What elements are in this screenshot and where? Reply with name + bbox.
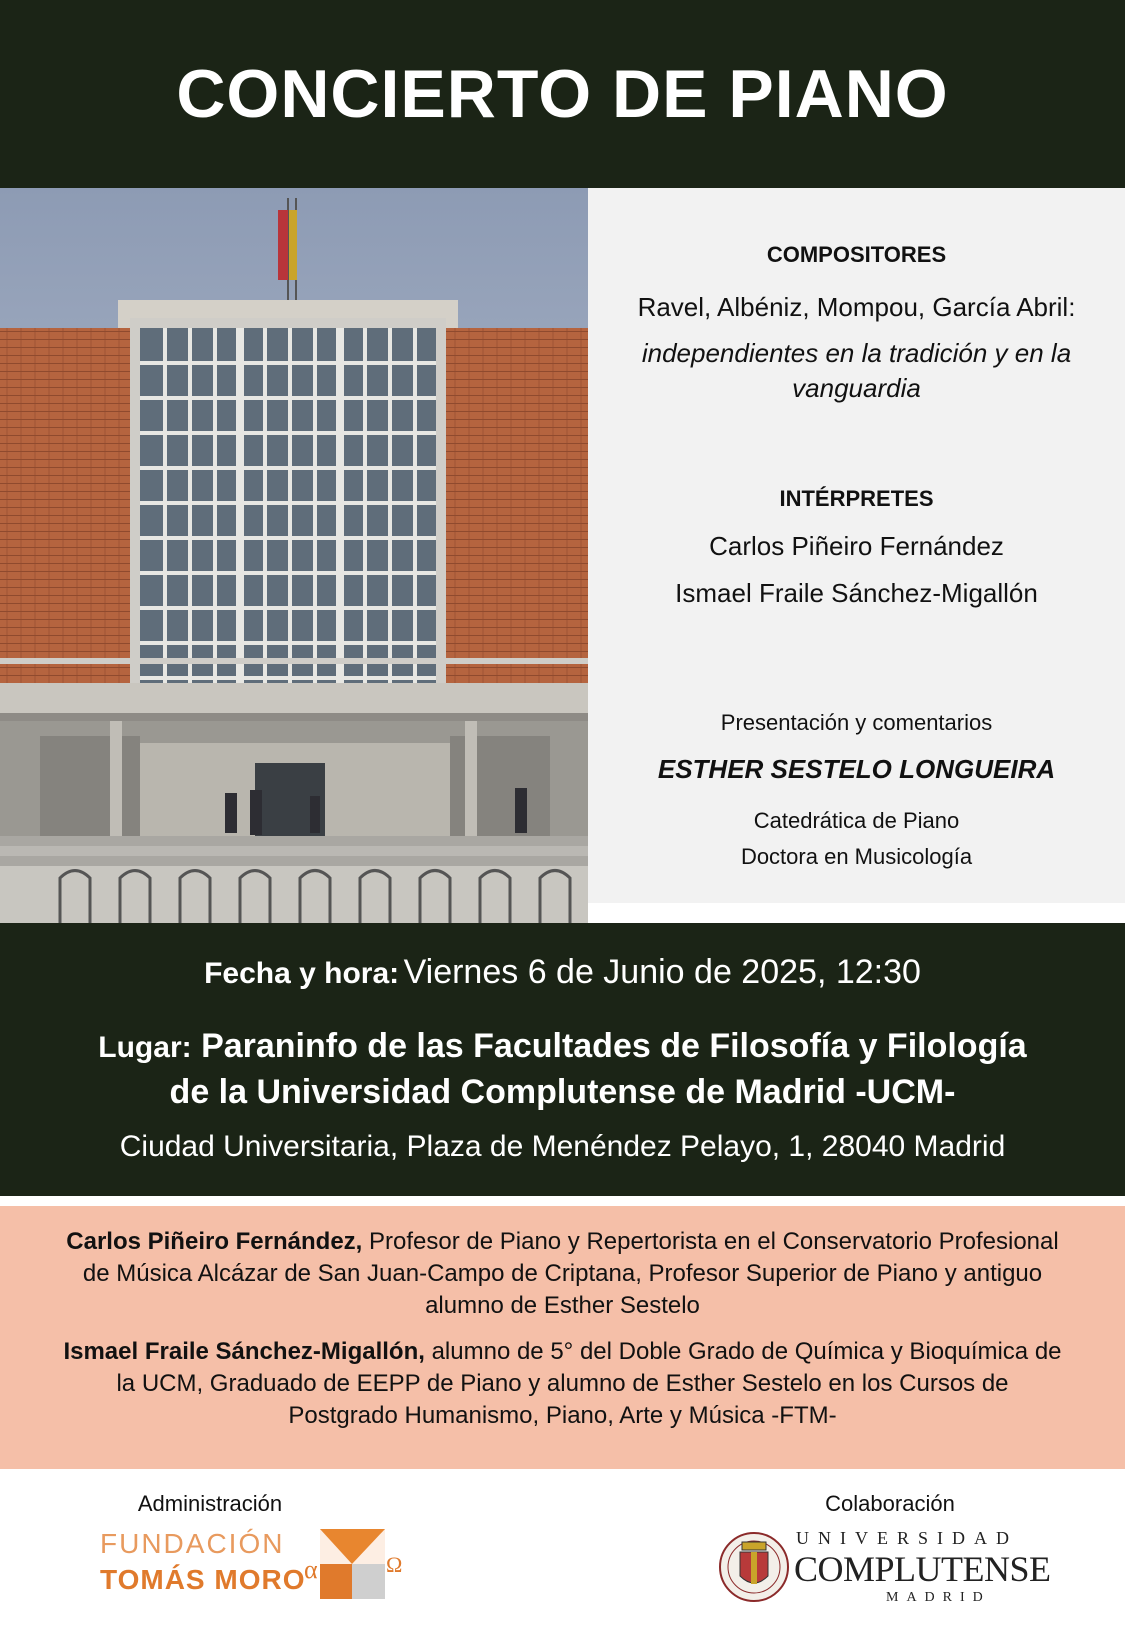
place-line-2: de la Universidad Complutense de Madrid -UCM- <box>169 1073 956 1111</box>
bio-ismael <box>60 1336 1065 1432</box>
ucm-crest-icon <box>718 1524 790 1610</box>
presenter-label: Presentación y comentarios <box>720 710 993 735</box>
place-line-1: Paraninfo de las Facultades de Filosofía y Filología <box>201 1027 1027 1065</box>
date-row <box>0 953 1125 992</box>
bio-ismael-name: Ismael Fraile Sánchez-Migallón, <box>63 1338 425 1365</box>
ucm-logo-line3: MADRID <box>886 1590 991 1605</box>
bio-carlos-text: Profesor de Piano y Repertorista en el Conservatorio Profesional de Música Alcázar de San Juan-Campo de Criptana, Profesor Superior de Piano y antiguo alumno de Esther Sestelo <box>82 1228 1059 1319</box>
presenter-name: ESTHER SESTELO LONGUEIRA <box>657 754 1056 784</box>
date-label: Fecha y hora: <box>204 957 400 990</box>
composers-list: Ravel, Albéniz, Mompou, García Abril: <box>637 292 1076 322</box>
bio-ismael-text: alumno de 5° del Doble Grado de Química y Bioquímica de la UCM, Graduado de EEPP de Piano y alumno de Esther Sestelo en los Cursos de Postgrado Humanismo, Piano, Arte y Música -FTM- <box>116 1338 1062 1429</box>
bio-carlos <box>60 1226 1065 1322</box>
ftm-emblem-icon <box>290 1524 403 1604</box>
date-value: Viernes 6 de Junio de 2025, 12:30 <box>403 953 921 991</box>
omega-glyph: Ω <box>386 1552 403 1577</box>
program-panel <box>588 188 1125 903</box>
collab-label: Colaboración <box>825 1491 955 1516</box>
ftm-logo-line2: TOMÁS MORO <box>100 1564 306 1595</box>
performer-2: Ismael Fraile Sánchez-Migallón <box>675 578 1038 608</box>
event-info <box>0 923 1125 1196</box>
ucm-logo-line1: UNIVERSIDAD <box>796 1528 1018 1548</box>
ftm-logo-line1: FUNDACIÓN <box>100 1528 285 1559</box>
performer-1: Carlos Piñeiro Fernández <box>709 531 1004 561</box>
address: Ciudad Universitaria, Plaza de Menéndez Pelayo, 1, 28040 Madrid <box>119 1130 1006 1163</box>
performers-label: INTÉRPRETES <box>779 486 934 511</box>
admin-label: Administración <box>137 1491 283 1516</box>
place-label: Lugar: <box>98 1031 192 1064</box>
presenter-title-1: Catedrática de Piano <box>753 808 960 833</box>
poster-title: CONCIERTO DE PIANO <box>176 56 949 132</box>
presenter-title-2: Doctora en Musicología <box>740 844 973 869</box>
universidad-complutense-logo <box>718 1522 1051 1612</box>
performer-bios <box>0 1206 1125 1469</box>
composers-label: COMPOSITORES <box>766 242 947 267</box>
place-row <box>0 1023 1125 1071</box>
fundacion-tomas-moro-logo <box>100 1524 403 1604</box>
alpha-glyph: α <box>304 1555 318 1584</box>
bio-carlos-name: Carlos Piñeiro Fernández, <box>66 1228 363 1255</box>
poster-header <box>0 0 1125 188</box>
ucm-logo-line2: COMPLUTENSE <box>794 1549 1051 1589</box>
building-photo <box>0 188 588 923</box>
program-subtitle: independientes en la tradición y en la vanguardia <box>641 338 1072 403</box>
